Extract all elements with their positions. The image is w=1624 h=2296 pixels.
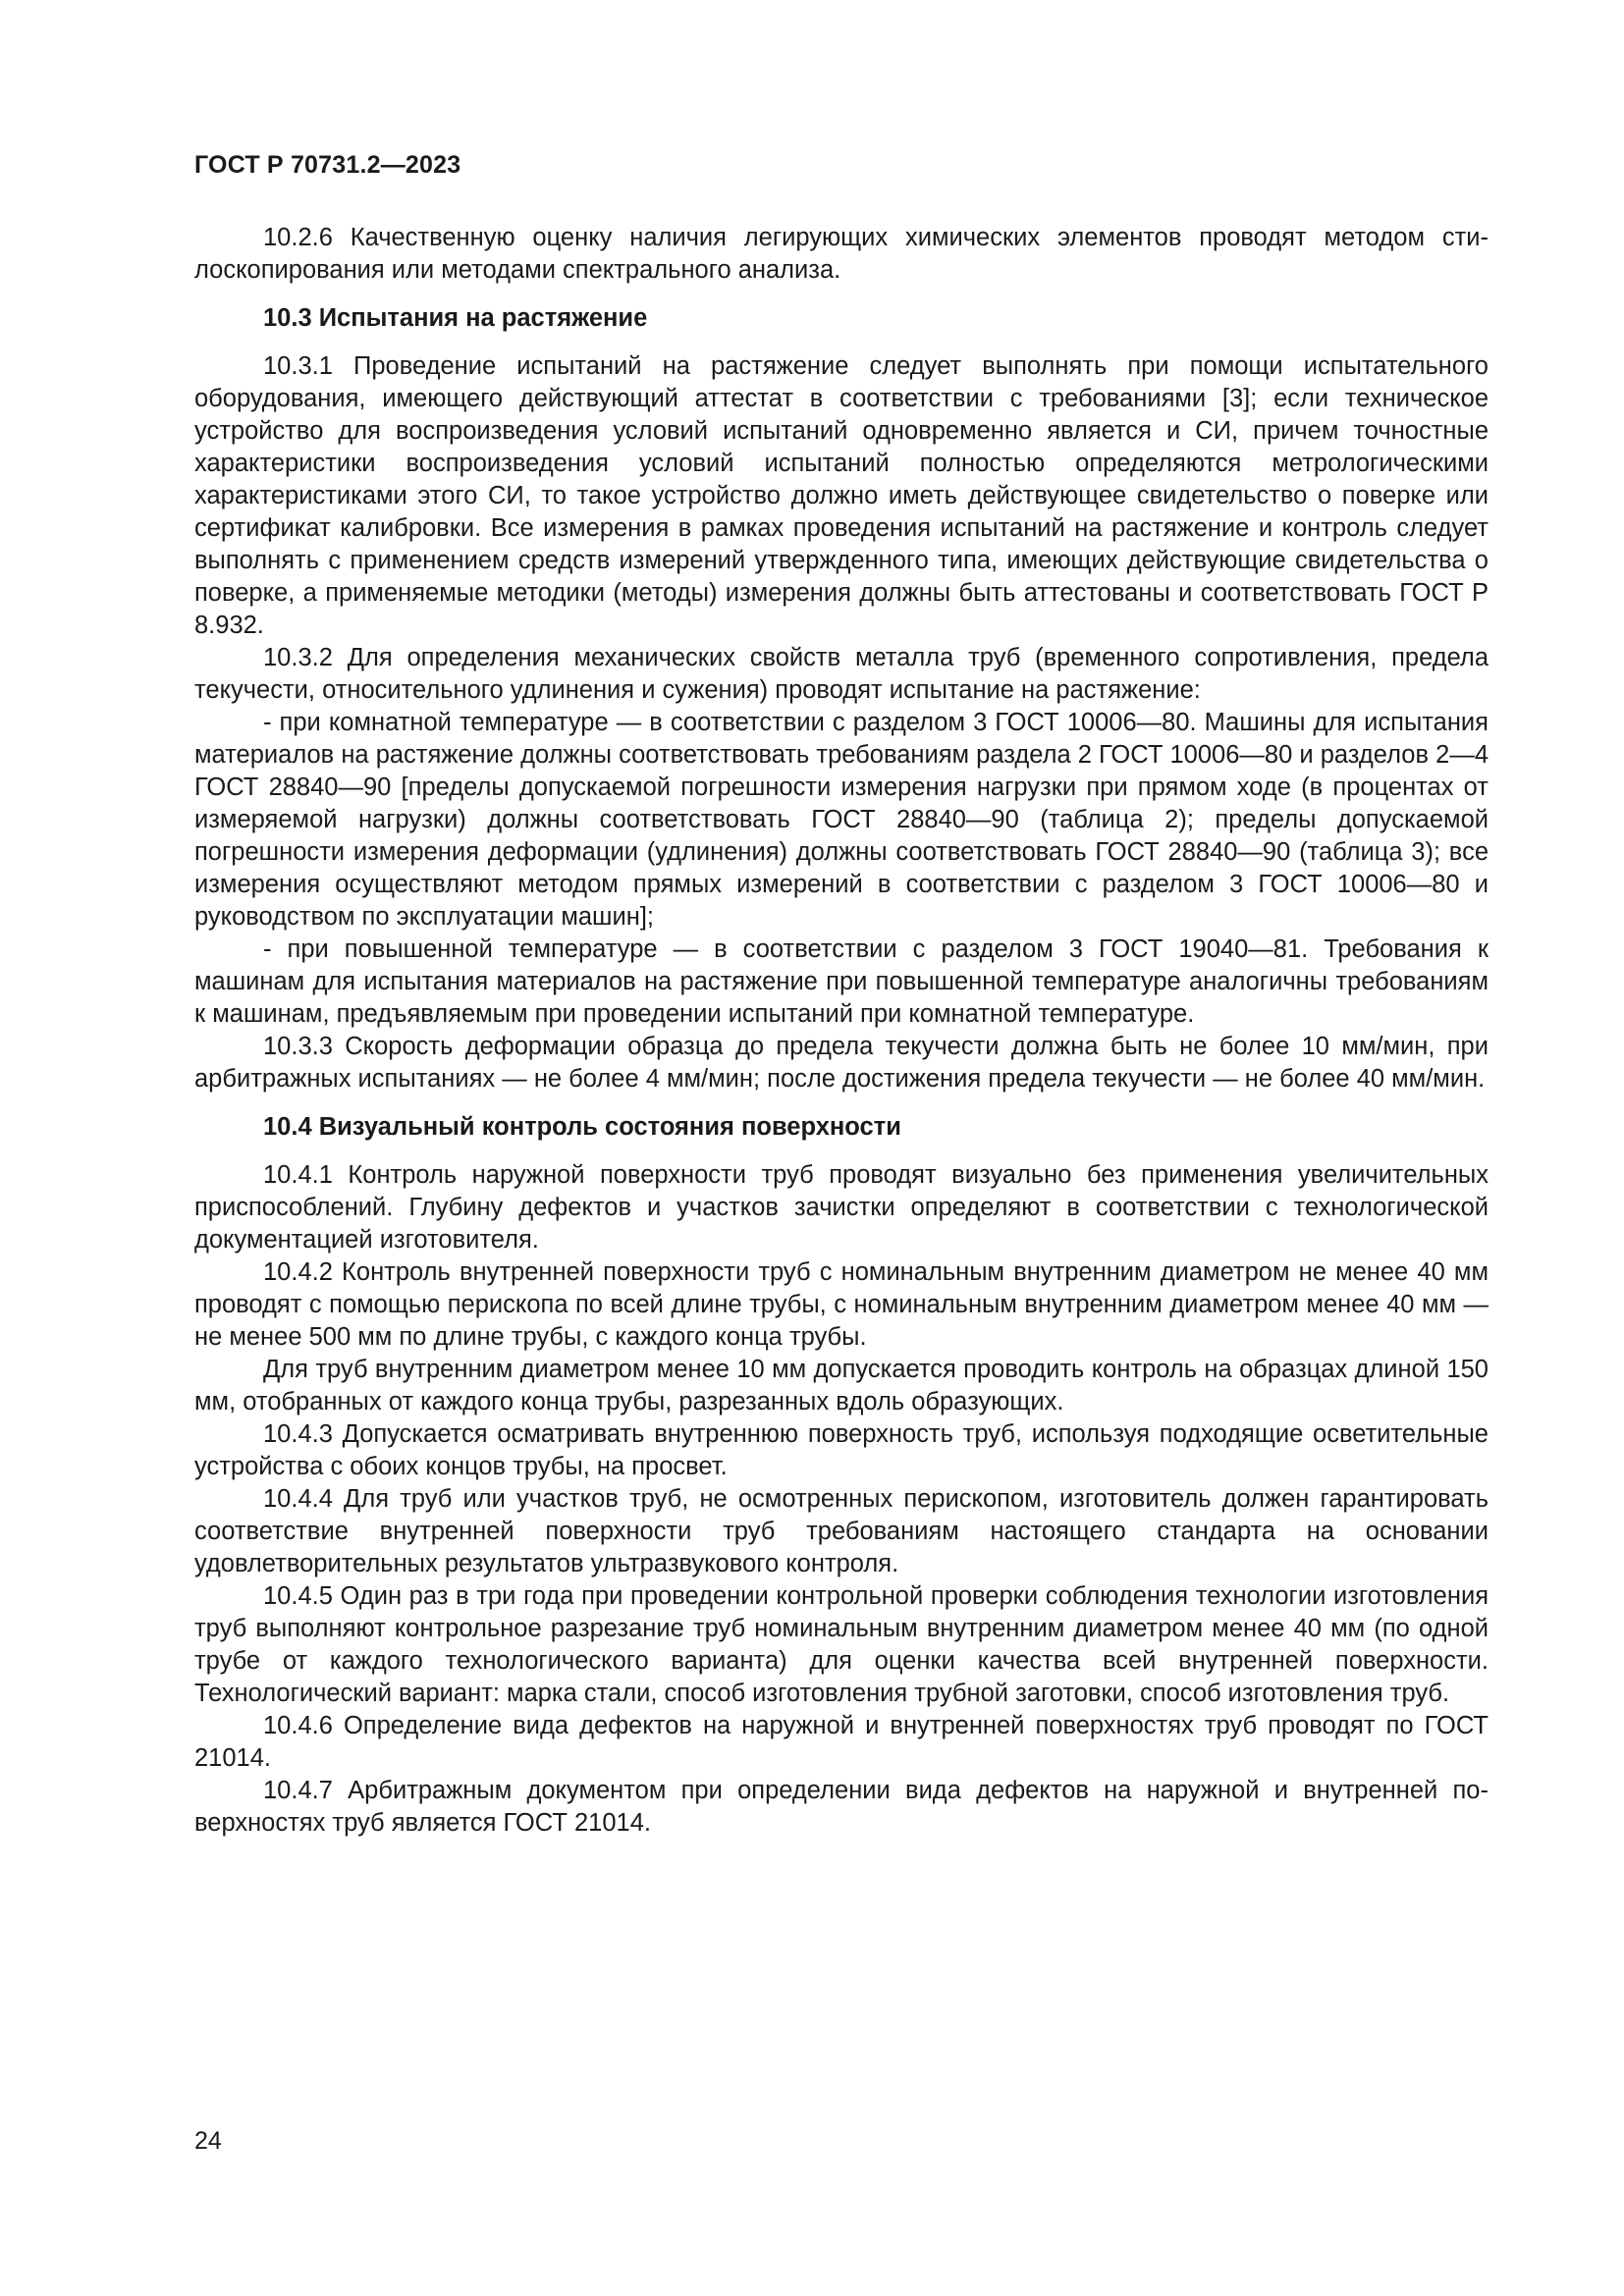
paragraph-10-2-6: 10.2.6 Качественную оценку наличия легирующих химических элементов проводят методом стилоскопирования или методами спектрального анализа. xyxy=(194,224,1489,284)
paragraph-10-4-2: 10.4.2 Контроль внутренней поверхности труб с номинальным внутренним диаметром не менее 40 мм проводят с помощью перископа по всей длине трубы, с номинальным внутренним диаметром менее 40 мм — не менее 500 мм по длине трубы, с каждого конца трубы. xyxy=(194,1258,1489,1351)
section-heading-10-3: 10.3 Испытания на растяжение xyxy=(263,304,648,332)
paragraph-10-3-1: 10.3.1 Проведение испытаний на растяжение следует выполнять при помощи испытательного оборудования, имеющего действующий аттестат в соответствии с требованиями [3]; если техническое устройство для воспроизведения условий испытаний одновременно является и СИ, причем точностные характеристики воспроизведения условий испытаний полностью определяются метрологическими характеристиками этого СИ, то такое устройство должно иметь действующее свидетельство о поверке или сертификат калибровки. Все измерения в рамках проведения испытаний на растяжение и контроль следует выполнять с применением средств измерений утвержденного типа, имеющих действующие свидетельства о поверке, а применяемые методики (методы) измерения должны быть аттестованы и соответствовать ГОСТ Р 8.932. xyxy=(194,352,1489,639)
paragraph-10-4-7: 10.4.7 Арбитражным документом при определении вида дефектов на наружной и внутренней поверхностях труб является ГОСТ 21014. xyxy=(194,1777,1489,1837)
paragraph-10-4-1: 10.4.1 Контроль наружной поверхности труб проводят визуально без применения увеличительных приспособлений. Глубину дефектов и участков зачистки определяют в соответствии с технологической документацией изготовителя. xyxy=(194,1161,1489,1254)
paragraph-10-4-3: 10.4.3 Допускается осматривать внутреннюю поверхность труб, используя подходящие осветительные устройства с обоих концов трубы, на просвет. xyxy=(194,1420,1489,1480)
section-heading-10-4: 10.4 Визуальный контроль состояния поверхности xyxy=(263,1113,901,1141)
paragraph-10-4-2-small-diameter: Для труб внутренним диаметром менее 10 мм допускается проводить контроль на образцах длиной 150 мм, отобранных от каждого конца трубы, разрезанных вдоль образующих. xyxy=(194,1356,1489,1415)
paragraph-10-3-3: 10.3.3 Скорость деформации образца до предела текучести должна быть не более 10 мм/мин, при арбитражных испытаниях — не более 4 мм/мин; после достижения предела текучести — не более 40 мм/мин. xyxy=(194,1033,1489,1093)
page-number: 24 xyxy=(194,2127,222,2155)
paragraph-10-4-6: 10.4.6 Определение вида дефектов на наружной и внутренней поверхностях труб проводят по ГОСТ 21014. xyxy=(194,1712,1489,1772)
document-id-header: ГОСТ Р 70731.2—2023 xyxy=(194,151,461,179)
paragraph-10-3-2-high-temp: - при повышенной температуре — в соответствии с разделом 3 ГОСТ 19040—81. Требования к машинам для испытания материалов на растяжение при повышенной температуре аналогичны требованиям к машинам, предъявляемым при проведении испытаний при комнатной температуре. xyxy=(194,935,1489,1028)
paragraph-10-3-2-room-temp: - при комнатной температуре — в соответствии с разделом 3 ГОСТ 10006—80. Машины для испытания материалов на растяжение должны соответствовать требованиям раздела 2 ГОСТ 10006—80 и разделов 2—4 ГОСТ 28840—90 [пределы допускаемой погрешности измерения нагрузки при прямом ходе (в процентах от измеряемой нагрузки) должны соответствовать ГОСТ 28840—90 (таблица 2); пределы допускаемой погрешности измерения деформации (удлинения) должны соответствовать ГОСТ 28840—90 (таблица 3); все измерения осуществляют методом прямых измерений в соответствии с разделом 3 ГОСТ 10006—80 и руководством по эксплуатации машин]; xyxy=(194,709,1489,931)
paragraph-10-3-2: 10.3.2 Для определения механических свойств металла труб (временного сопротивления, предела текучести, относительного удлинения и сужения) проводят испытание на растяжение: xyxy=(194,644,1489,704)
paragraph-10-4-5: 10.4.5 Один раз в три года при проведении контрольной проверки соблюдения технологии изготовления труб выполняют контрольное разрезание труб номинальным внутренним диаметром менее 40 мм (по одной трубе от каждого технологического варианта) для оценки качества всей внутренней поверхности. Технологический вариант: марка стали, способ изготовления трубной заготовки, способ изготовления труб. xyxy=(194,1582,1489,1707)
document-body xyxy=(194,222,1489,1840)
paragraph-10-4-4: 10.4.4 Для труб или участков труб, не осмотренных перископом, изготовитель должен гарантировать соответствие внутренней поверхности труб требованиям настоящего стандарта на основании удовлетворительных результатов ультразвукового контроля. xyxy=(194,1485,1489,1577)
